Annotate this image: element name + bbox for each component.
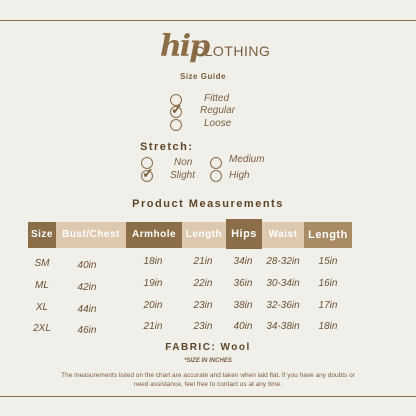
table-cell: 17in — [318, 300, 338, 311]
table-cell: 22in — [193, 278, 213, 289]
header-length: Length — [182, 222, 226, 248]
radio-circle-icon — [210, 157, 222, 169]
table-cell: 15in — [318, 256, 338, 267]
table-cell: 23in — [193, 300, 213, 311]
table-cell: 32-36in — [266, 300, 300, 311]
stretch-label: Slight — [170, 170, 196, 181]
table-cell: 30-34in — [266, 278, 300, 289]
header-waist: Waist — [262, 222, 304, 248]
table-cell: 21in — [193, 256, 213, 267]
table-cell: 23in — [193, 321, 213, 332]
table-cell: SM — [34, 258, 50, 269]
checkmark-icon: ✓ — [171, 101, 183, 117]
stretch-label: Non — [174, 157, 193, 168]
stretch-title: Stretch: — [140, 141, 194, 153]
table-cell: 28-32in — [266, 256, 300, 267]
logo-wordmark: CLOTHING — [194, 43, 271, 59]
table-cell: 18in — [318, 321, 338, 332]
bottom-border — [0, 396, 416, 397]
size-note: *SIZE IN INCHES — [184, 358, 232, 364]
table-cell: 40in — [77, 260, 97, 271]
table-cell: XL — [35, 302, 49, 313]
stretch-label: High — [229, 170, 250, 181]
radio-circle-icon — [170, 119, 182, 131]
table-cell: 40in — [233, 321, 253, 332]
table-cell: 44in — [77, 304, 97, 315]
table-cell: 46in — [77, 325, 97, 336]
table-cell: 38in — [233, 300, 253, 311]
header-armhole: Armhole — [126, 222, 182, 248]
size-guide-subtitle: Size Guide — [180, 72, 226, 81]
disclaimer-text: The measurements listed on the chart are accurate and taken when laid flat. If you have any doubts or need assistance, feel free to contact us at any time. — [61, 372, 355, 388]
table-cell: 20in — [143, 300, 163, 311]
table-cell: 42in — [77, 282, 97, 293]
header-bust: Bust/Chest — [56, 222, 126, 248]
top-border — [0, 20, 416, 21]
fit-label: Loose — [204, 118, 232, 129]
table-cell: 2XL — [33, 323, 51, 334]
table-cell: 18in — [143, 256, 163, 267]
fit-label: Regular — [200, 105, 236, 116]
table-cell: ML — [35, 280, 49, 291]
stretch-label: Medium — [229, 154, 265, 165]
table-cell: 34in — [233, 256, 253, 267]
header-size: Size — [28, 222, 56, 248]
table-cell: 36in — [233, 278, 253, 289]
fit-label: Fitted — [204, 93, 230, 104]
table-cell: 34-38in — [266, 321, 300, 332]
table-cell: 19in — [143, 278, 163, 289]
table-cell: 21in — [143, 321, 163, 332]
checkmark-icon: ✓ — [142, 165, 154, 181]
brand-logo — [160, 30, 270, 70]
logo-mark: hip — [160, 29, 209, 64]
table-cell: 16in — [318, 278, 338, 289]
header-length-2: Length — [304, 222, 352, 248]
product-measurements-title: Product Measurements — [132, 198, 284, 210]
fabric-label: FABRIC: Wool — [165, 342, 251, 353]
radio-circle-icon — [210, 170, 222, 182]
header-hips: Hips — [226, 219, 262, 249]
